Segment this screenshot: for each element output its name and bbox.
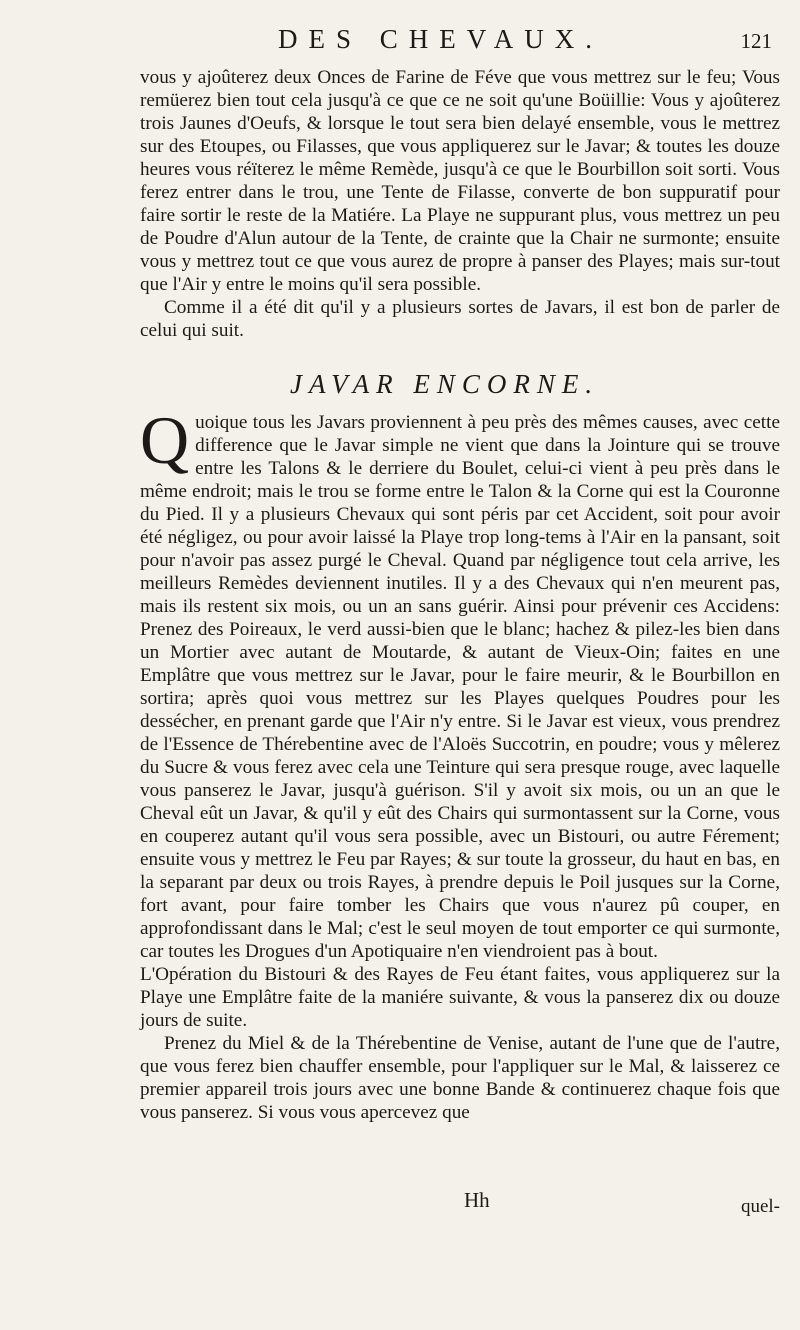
main-text	[140, 66, 780, 1124]
page-footer	[140, 1188, 780, 1224]
page-header	[140, 24, 780, 64]
page-number: 121	[740, 29, 772, 53]
section-paragraph-remedy: Prenez du Miel & de la Thérebentine de Venise, autant de l'une que de l'autre, que vous ferez bien chauffer ensemble, pour l'appliquer sur le Mal, & laisserez ce premier appareil trois jours avec une bonne Bande & continuerez chaque fois que vous panserez. Si vous vous apercevez que	[140, 1033, 780, 1123]
running-head: DES CHEVAUX.	[278, 24, 604, 54]
paragraph-continuation: vous y ajoûterez deux Onces de Farine de Féve que vous mettrez sur le feu; Vous remüerez bien tout cela jusqu'à ce que ce ne soit qu'une Boüillie: Vous y ajoûterez trois Jaunes d'Oeufs, & lorsque le tout sera bien delayé ensemble, vous le mettrez sur des Etoupes, ou Filasses, que vous appliquerez sur le Javar; & toutes les douze heures vous réïterez le même Remède, jusqu'à ce que le Bourbillon soit sorti. Vous ferez entrer dans le trou, une Tente de Filasse, converte de bon suppuratif pour faire sortir le reste de la Matiére. La Playe ne suppurant plus, vous mettrez un peu de Poudre d'Alun autour de la Tente, de crainte que la Chair ne surmonte; ensuite vous y mettrez tout ce que vous aurez de propre à panser des Playes; mais sur-tout que l'Air y entre le moins qu'il sera possible.	[140, 67, 780, 295]
signature-mark: Hh	[464, 1188, 490, 1212]
catchword: quel-	[740, 1196, 780, 1217]
paragraph-intro: Comme il a été dit qu'il y a plusieurs sortes de Javars, il est bon de parler de celui qui suit.	[140, 297, 780, 341]
section-paragraph-main: Quoique tous les Javars proviennent à peu près des mêmes causes, avec cette difference que le Javar simple ne vient que dans la Jointure qui se trouve entre les Talons & le derriere du Boulet, celui-ci vient à peu près dans le même endroit; mais le trou se forme entre le Talon & la Corne qui est la Couronne du Pied. Il y a plusieurs Chevaux qui sont péris par cet Accident, soit pour avoir été négligez, ou pour avoir laissé la Playe trop long-tems à l'Air en la pansant, soit pour n'avoir pas assez purgé le Cheval. Quand par négligence tout cela arrive, les meilleurs Remèdes deviennent inutiles. Il y a des Chevaux qui n'en meurent pas, mais ils restent six mois, ou un an sans guérir. Ainsi pour prévenir ces Accidens: Prenez des Poireaux, le verd aussi-bien que le blanc; hachez & pilez-les bien dans un Mortier avec autant de Moutarde, & autant de Vieux-Oin; faites en une Emplâtre que vous mettrez sur le Javar, pour le faire meurir, & le Bourbillon en sortira; après quoi vous mettrez sur les Playes quelques Poudres pour les dessécher, en prenant garde que l'Air n'y entre. Si le Javar est vieux, vous prendrez de l'Essence de Thérebentine avec de l'Aloës Succotrin, en poudre; vous y mêlerez du Sucre & vous ferez avec cela une Teinture qui sera presque rouge, avec laquelle vous panserez le Javar, jusqu'à guérison. S'il y avoit six mois, ou un an que le Cheval eût un Javar, & qu'il y eût des Chairs qui surmontassent sur la Corne, vous en couperez autant qu'il vous sera possible, avec un Bistouri, ou autre Férement; ensuite vous y mettrez le Feu par Rayes; & sur toute la grosseur, du haut en bas, en la separant par deux ou trois Rayes, à prendre depuis le Poil jusques sur la Corne, fort avant, pour faire tomber les Chairs que vous n'aurez pû couper, en approfondissant dans le Mal; c'est le seul moyen de tout emporter ce qui surmonte, car toutes les Drogues d'un Apotiquaire n'en viendroient pas à bout.	[140, 402, 780, 962]
section-paragraph-operation: L'Opération du Bistouri & des Rayes de Feu étant faites, vous appliquerez sur la Playe une Emplâtre faite de la maniére suivante, & vous la panserez dix ou douze jours de suite.	[140, 964, 780, 1031]
section-title: JAVAR ENCORNE.	[290, 369, 600, 399]
